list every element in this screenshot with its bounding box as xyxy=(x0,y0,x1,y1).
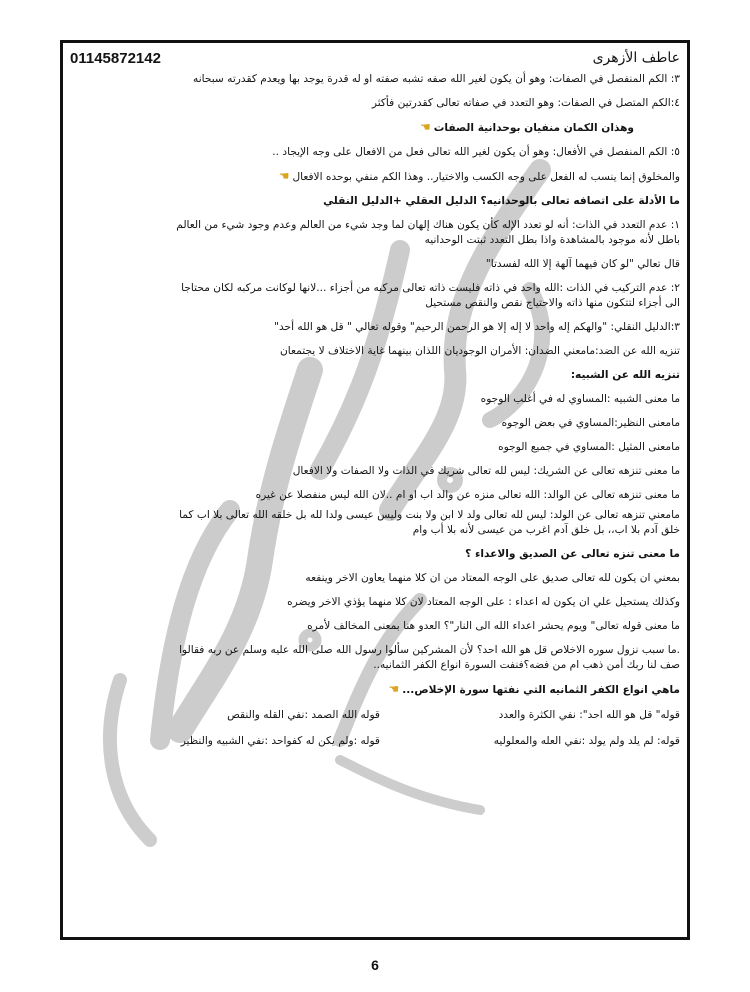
page-header xyxy=(70,50,680,72)
text-line-22: ما معنى تنزه تعالى عن الصديق والاعداء ؟ xyxy=(465,548,680,560)
text-line-15: ما معنى الشبيه :المساوي له في أغلب الوجوه xyxy=(480,393,680,405)
text-line-27: صف لنا ربك أمن ذهب ام من فضه؟فنفت السورة انواع الكفر الثمانيه.. xyxy=(373,659,680,671)
pointing-hand-icon: ☚ xyxy=(388,682,400,696)
text-line-12: ٣:الدليل النقلي: "والهكم إله واحد لا إله إلا هو الرحمن الرحيم" وقوله تعالي " قل هو الله أحد" xyxy=(274,321,680,333)
text-line-26: .ما سبب نزول سوره الاخلاص قل هو الله احد؟ لأن المشركين سألوا رسول الله صلى الله عليه وسلم عن ربه فقالوا xyxy=(179,644,680,656)
text-line-7: ١: عدم التعدد في الذات: أنه لو تعدد الإله كأن يكون هناك إلهان لما وجد شيء من العالم وعدم وجود شيء من العالم xyxy=(176,219,680,231)
text-line-20: مامعني تنزهه تعالى عن الولد: ليس لله تعالى ولد لا ابن ولا بنت وليس عيسى ولدا لله بل خلقه الله تعالى بلا اب كما xyxy=(179,509,680,521)
text-line-5 xyxy=(70,169,680,185)
text-line-4: ٥: الكم المنفصل في الأفعال: وهو أن يكون لغير الله تعالى فعل من الافعال على وجه الإيجاد .. xyxy=(272,146,680,158)
kufr-type-cell: قوله الله الصمد :نفي القله والنقص xyxy=(227,709,380,721)
text-line-24: وكذلك يستحيل علي ان يكون له اعداء : على الوجه المعتاد لان كلا منهما يؤذي الاخر ويضره xyxy=(287,596,680,608)
phone-number: 01145872142 xyxy=(70,50,161,67)
text-line-3-text: وهذان الكمان منفيان بوحدانية الصفات xyxy=(433,122,634,134)
kufr-types-row-1 xyxy=(70,707,680,724)
kufr-types-row-2 xyxy=(70,733,680,750)
kufr-type-cell: قوله :ولم يكن له كفواحد :نفي الشبيه والنظير xyxy=(180,735,380,747)
text-line-17: مامعنى المثيل :المساوي في جميع الوجوه xyxy=(498,441,680,453)
text-line-13: تنزيه الله عن الضد:مامعني الضدان: الأمران الوجوديان اللذان بينهما غاية الاختلاف لا يجتمعان xyxy=(280,345,680,357)
text-line-1: ٣: الكم المنفصل في الصفات: وهو أن يكون لغير الله صفه تشبه صفته او له قدرة يوجد بها ويعدم كقدرته سبحانه xyxy=(193,73,680,85)
text-line-18: ما معنى تنزهه تعالى عن الشريك: ليس لله تعالى شريك في الذات ولا الصفات ولا الافعال xyxy=(292,465,680,477)
kufr-type-cell: قوله: لم يلد ولم يولد :نفي العله والمعلوليه xyxy=(493,735,680,747)
pointing-hand-icon: ☚ xyxy=(278,169,290,183)
text-line-10: ٢: عدم التركيب في الذات :الله واحد في ذاته فليست ذاته تعالى مركبه من أجزاء ...لانها لوكانت مركبه لكان محتاجا xyxy=(181,282,680,294)
page-content xyxy=(70,50,680,750)
text-line-14: تنزيه الله عن الشبيه: xyxy=(570,369,680,381)
text-line-25: ما معنى قوله تعالى" ويوم يحشر اعداء الله الى النار"؟ العدو هنا بمعنى المخالف لأمره xyxy=(307,620,680,632)
text-line-2: ٤:الكم المتصل في الصفات: وهو التعدد في صفاته تعالى كقدرتين فأكثر xyxy=(371,97,680,109)
text-line-21: خلق آدم بلا اب،، بل خلق آدم اغرب من عيسى لأنه بلا أب وام xyxy=(412,524,680,536)
text-line-9: قال تعالي "لو كان فيهما آلهة إلا الله لفسدتا" xyxy=(485,258,680,270)
text-line-28 xyxy=(70,682,680,698)
text-line-8: باطل لأنه موجود بالمشاهدة واذا بطل التعدد ثبتت الوحدانيه xyxy=(424,234,680,246)
pointing-hand-icon: ☚ xyxy=(419,120,431,134)
page-number: 6 xyxy=(371,957,379,973)
text-line-19: ما معنى تنزهه تعالى عن الوالد: الله تعالى منزه عن والد اب او ام ..لان الله ليس منفصلا عن غيره xyxy=(255,489,680,501)
text-line-28-text: ماهي انواع الكفر الثمانيه التي نفتها سورة الإخلاص... xyxy=(402,684,680,696)
text-line-5-text: والمخلوق إنما ينسب له الفعل على وجه الكسب والاختيار.. وهذا الكم منفي بوحده الافعال xyxy=(292,171,680,183)
author-name: عاطف الأزهرى xyxy=(592,50,680,66)
text-line-11: الى أجزاء لتتكون منها ذاته والاحتياج نقص والنقص مستحيل xyxy=(425,297,680,309)
kufr-type-cell: قوله" قل هو الله احد": نفي الكثرة والعدد xyxy=(498,709,680,721)
text-line-3 xyxy=(70,120,680,136)
text-line-16: مامعنى النظير:المساوي في بعض الوجوه xyxy=(501,417,680,429)
text-line-23: بمعني ان يكون لله تعالى صديق على الوجه المعتاد من ان كلا منهما يعاون الاخر وينفعه xyxy=(305,572,680,584)
text-line-6: ما الأدلة على اتصافه تعالى بالوحدانيه؟ الدليل العقلي +الدليل النقلي xyxy=(323,195,680,207)
